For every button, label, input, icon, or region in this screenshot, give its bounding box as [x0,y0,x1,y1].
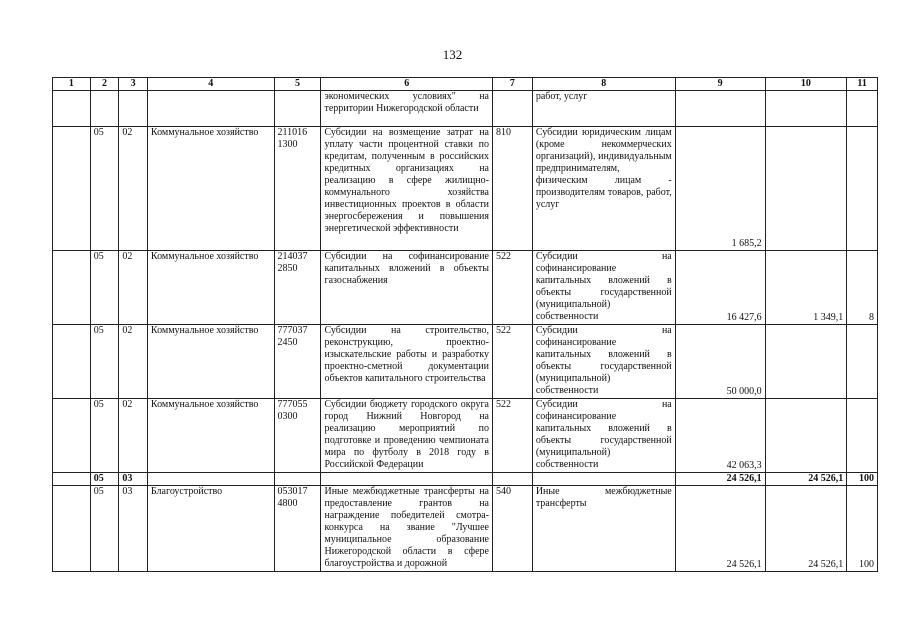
cell-target-code: 211016 1300 [274,127,321,251]
table-row [53,399,878,473]
cell-target-code: 777055 0300 [274,399,321,473]
cell-amount-actual [765,127,847,251]
table-row [53,127,878,251]
cell-expense-name: Субсидии юридическим лицам (кроме некоммерческих организаций), индивидуальным предпринимателям, физическим лицам - производителям товаров, работ, услуг [532,127,675,251]
cell-section [53,91,91,127]
cell-amount-actual: 24 526,1 [765,486,847,572]
cell-description: экономических условиях" на территории Нижегородской области [321,91,493,127]
cell-expense-type: 522 [493,251,533,325]
cell-amount-actual: 1 349,1 [765,251,847,325]
cell-percent: 100 [847,473,878,486]
cell-expense-type: 522 [493,325,533,399]
cell-subchapter: 02 [119,127,148,251]
cell-expense-type: 810 [493,127,533,251]
column-header: 11 [847,78,878,91]
cell-section [53,127,91,251]
cell-expense-name [532,473,675,486]
cell-description: Субсидии на возмещение затрат на уплату части процентной ставки по кредитам, полученным в российских кредитных организациях на реализацию в сфере жилищно-коммунального хозяйства инвестиционных проектов в области энергосбережения и повышения энергетической эффективности [321,127,493,251]
cell-expense-type: 522 [493,399,533,473]
cell-description: Субсидии бюджету городского округа город Нижний Новгород на реализацию мероприятий по подготовке и проведению чемпионата мира по футболу в 2018 году в Российской Федерации [321,399,493,473]
cell-subchapter: 03 [119,473,148,486]
cell-description: Субсидии на строительство, реконструкцию, проектно-изыскательские работы и разработку проектно-сметной документации объектов капитального строительства [321,325,493,399]
cell-section [53,486,91,572]
cell-name [147,473,274,486]
cell-percent [847,399,878,473]
cell-target-code: 053017 4800 [274,486,321,572]
cell-target-code [274,91,321,127]
cell-amount-actual [765,325,847,399]
cell-amount-planned: 16 427,6 [675,251,765,325]
column-header: 1 [53,78,91,91]
cell-chapter: 05 [90,486,119,572]
cell-target-code: 214037 2850 [274,251,321,325]
cell-subchapter: 02 [119,399,148,473]
cell-name: Коммунальное хозяйство [147,399,274,473]
cell-expense-type: 540 [493,486,533,572]
cell-name: Благоустройство [147,486,274,572]
cell-percent: 8 [847,251,878,325]
cell-target-code: 777037 2450 [274,325,321,399]
cell-subchapter: 03 [119,486,148,572]
cell-amount-planned [675,91,765,127]
cell-expense-type [493,473,533,486]
budget-table [52,77,878,572]
cell-amount-planned: 24 526,1 [675,473,765,486]
cell-chapter: 05 [90,399,119,473]
cell-section [53,251,91,325]
cell-expense-name: Субсидии на софинансирование капитальных вложений в объекты государственной (муниципальной) собственности [532,251,675,325]
cell-amount-planned: 24 526,1 [675,486,765,572]
cell-expense-name: Субсидии на софинансирование капитальных вложений в объекты государственной (муниципальной) собственности [532,399,675,473]
column-header: 4 [147,78,274,91]
cell-amount-actual: 24 526,1 [765,473,847,486]
cell-name: Коммунальное хозяйство [147,251,274,325]
table-row [53,91,878,127]
column-header: 7 [493,78,533,91]
cell-target-code [274,473,321,486]
table-row [53,251,878,325]
header-row [53,78,878,91]
cell-description: Субсидии на софинансирование капитальных вложений в объекты газоснабжения [321,251,493,325]
cell-expense-name: Субсидии на софинансирование капитальных вложений в объекты государственной (муниципальной) собственности [532,325,675,399]
cell-description: Иные межбюджетные трансферты на предоставление грантов на награждение победителей смотра-конкурса на звание "Лучшее муниципальное образование Нижегородской области в сфере благоустройства и дорожной [321,486,493,572]
cell-chapter: 05 [90,473,119,486]
cell-amount-actual [765,399,847,473]
cell-chapter: 05 [90,127,119,251]
page-number: 132 [442,47,463,62]
cell-chapter: 05 [90,251,119,325]
cell-amount-actual [765,91,847,127]
cell-chapter [90,91,119,127]
column-header: 2 [90,78,119,91]
cell-expense-type [493,91,533,127]
cell-subchapter: 02 [119,325,148,399]
cell-name: Коммунальное хозяйство [147,127,274,251]
table-row [53,325,878,399]
cell-description [321,473,493,486]
cell-expense-name: работ, услуг [532,91,675,127]
cell-amount-planned: 42 063,3 [675,399,765,473]
cell-subchapter [119,91,148,127]
cell-section [53,325,91,399]
column-header: 3 [119,78,148,91]
cell-name: Коммунальное хозяйство [147,325,274,399]
column-header: 9 [675,78,765,91]
cell-expense-name: Иные межбюджетные трансферты [532,486,675,572]
cell-name [147,91,274,127]
cell-chapter: 05 [90,325,119,399]
table-row [53,486,878,572]
cell-amount-planned: 50 000,0 [675,325,765,399]
cell-percent [847,91,878,127]
cell-section [53,399,91,473]
cell-percent: 100 [847,486,878,572]
column-header: 6 [321,78,493,91]
subtotal-row [53,473,878,486]
cell-amount-planned: 1 685,2 [675,127,765,251]
cell-section [53,473,91,486]
column-header: 8 [532,78,675,91]
column-header: 5 [274,78,321,91]
cell-percent [847,325,878,399]
column-header: 10 [765,78,847,91]
cell-subchapter: 02 [119,251,148,325]
cell-percent [847,127,878,251]
